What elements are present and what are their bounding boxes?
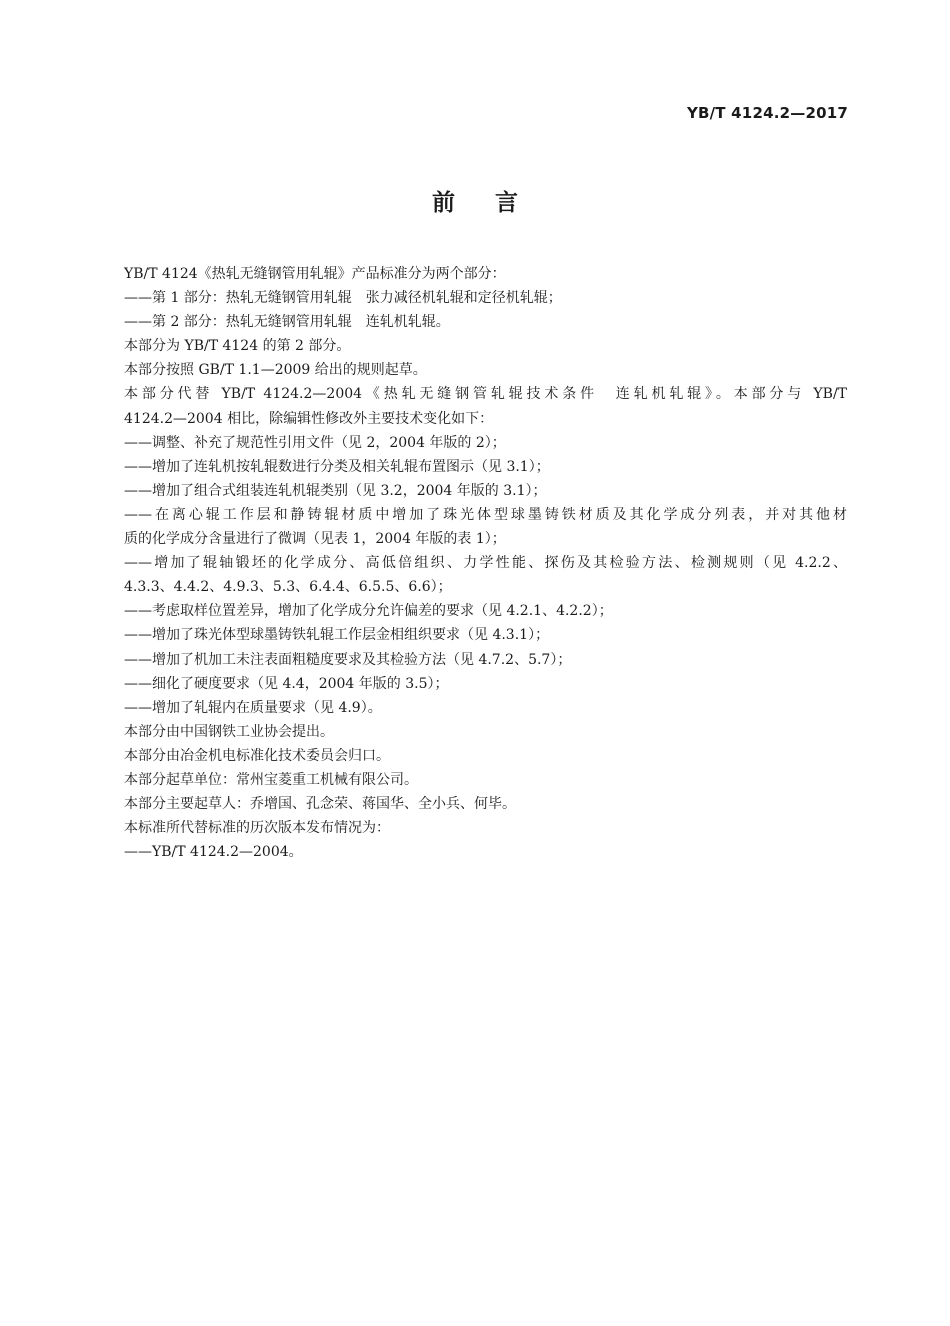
list-item-continued: 质的化学成分含量进行了微调（见表 1，2004 年版的表 1）； (124, 531, 506, 548)
paragraph-line: 本部分按照 GB/T 1.1—2009 给出的规则起草。 (124, 362, 427, 379)
list-item: ——第 2 部分：热轧无缝钢管用轧辊 连轧机轧辊。 (124, 314, 450, 331)
list-item: ——增加了机加工未注表面粗糙度要求及其检验方法（见 4.7.2、5.7）； (124, 651, 572, 668)
foreword-body (124, 262, 847, 864)
list-item: ——在离心辊工作层和静铸辊材质中增加了珠光体型球墨铸铁材质及其化学成分列表，并对其他材 (124, 506, 847, 523)
list-item: ——第 1 部分：热轧无缝钢管用轧辊 张力减径机轧辊和定径机轧辊； (124, 290, 562, 307)
list-item: ——细化了硬度要求（见 4.4，2004 年版的 3.5）； (124, 675, 449, 692)
list-item: ——考虑取样位置差异，增加了化学成分允许偏差的要求（见 4.2.1、4.2.2）； (124, 603, 613, 620)
paragraph-line: 本部分为 YB/T 4124 的第 2 部分。 (124, 338, 351, 355)
document-code: YB/T 4124.2—2017 (686, 104, 848, 122)
paragraph-line: 本部分主要起草人：乔增国、孔念荣、蒋国华、全小兵、何毕。 (124, 796, 516, 813)
paragraph-line: 本标准所代替标准的历次版本发布情况为： (124, 820, 390, 837)
paragraph-line-continued: 4124.2—2004 相比，除编辑性修改外主要技术变化如下： (124, 410, 494, 427)
list-item: ——增加了辊轴锻坯的化学成分、高低倍组织、力学性能、探伤及其检验方法、检测规则（见 4.2.2、 (124, 555, 847, 572)
paragraph-line: YB/T 4124《热轧无缝钢管用轧辊》产品标准分为两个部分： (124, 266, 506, 282)
list-item: ——调整、补充了规范性引用文件（见 2，2004 年版的 2）； (124, 434, 506, 451)
paragraph-line: 本部分由中国钢铁工业协会提出。 (124, 723, 334, 740)
list-item: ——YB/T 4124.2—2004。 (124, 844, 303, 861)
list-item: ——增加了珠光体型球墨铸铁轧辊工作层金相组织要求（见 4.3.1）； (124, 627, 550, 644)
list-item: ——增加了组合式组装连轧机辊类别（见 3.2，2004 年版的 3.1）； (124, 482, 547, 499)
paragraph-line: 本部分由冶金机电标准化技术委员会归口。 (124, 747, 390, 764)
paragraph-line: 本部分代替 YB/T 4124.2—2004《热轧无缝钢管轧辊技术条件 连轧机轧辊》。本部分与 YB/T (124, 386, 847, 403)
list-item: ——增加了轧辊内在质量要求（见 4.9）。 (124, 699, 382, 716)
list-item-continued: 4.3.3、4.4.2、4.9.3、5.3、6.4.4、6.5.5、6.6）； (124, 579, 452, 596)
paragraph-line: 本部分起草单位：常州宝菱重工机械有限公司。 (124, 771, 418, 788)
page-title: 前言 (432, 190, 558, 216)
list-item: ——增加了连轧机按轧辊数进行分类及相关轧辊布置图示（见 3.1）； (124, 458, 550, 475)
